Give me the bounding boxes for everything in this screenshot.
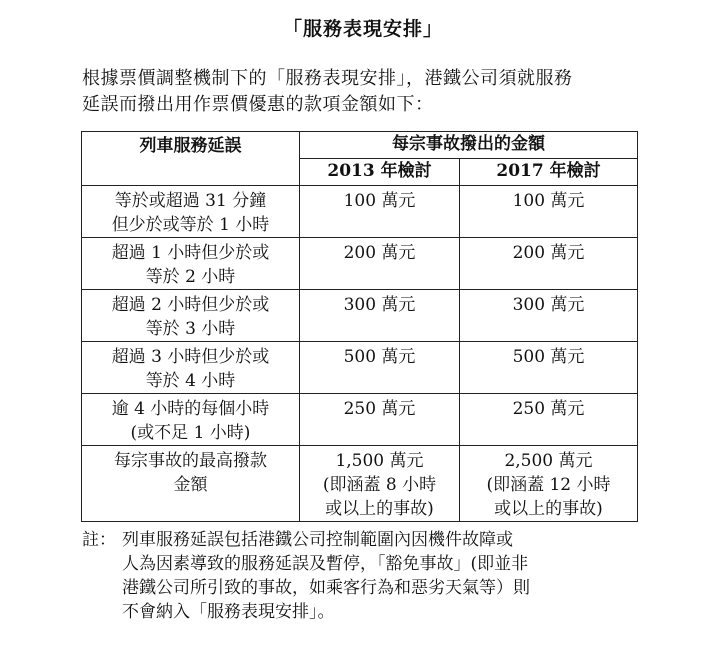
table-row <box>82 446 638 522</box>
delay-cell <box>82 394 300 446</box>
cell-line: 或以上的事故) <box>325 499 434 519</box>
table-row <box>82 394 638 446</box>
cell-line: 100 萬元 <box>343 191 416 211</box>
amount-2017-cell <box>460 290 638 342</box>
cell-line: 金額 <box>173 475 208 495</box>
cell-line: (或不足 1 小時) <box>130 423 251 443</box>
table-row <box>82 342 638 394</box>
review-2017-header: 2017 年檢討 <box>460 159 638 186</box>
amount-2013-cell <box>300 186 460 238</box>
footnote-label: 註： <box>82 530 116 550</box>
amount-2017-cell <box>460 394 638 446</box>
cell-line: 每宗事故的最高撥款 <box>114 451 267 471</box>
table-row <box>82 238 638 290</box>
cell-line: 250 萬元 <box>343 399 416 419</box>
amount-group-header: 每宗事故撥出的金額 <box>300 132 638 159</box>
amount-2017-cell <box>460 342 638 394</box>
compensation-table <box>81 131 638 522</box>
cell-line: 300 萬元 <box>512 295 585 315</box>
cell-line: 等於 2 小時 <box>145 267 236 287</box>
intro-paragraph <box>82 66 642 118</box>
delay-column-header: 列車服務延誤 <box>82 132 300 186</box>
amount-2017-cell <box>460 186 638 238</box>
delay-cell <box>82 446 300 522</box>
amount-2013-cell <box>300 290 460 342</box>
cell-line: (即涵蓋 12 小時 <box>486 475 611 495</box>
cell-line: 或以上的事故) <box>494 499 603 519</box>
cell-line: 等於 4 小時 <box>145 371 236 391</box>
cell-line: 2,500 萬元 <box>504 451 593 471</box>
cell-line: 250 萬元 <box>512 399 585 419</box>
table-row <box>82 186 638 238</box>
amount-2013-cell <box>300 446 460 522</box>
footnote-text <box>122 528 530 624</box>
cell-line: 但少於或等於 1 小時 <box>111 215 270 235</box>
cell-line: 300 萬元 <box>343 295 416 315</box>
delay-cell <box>82 290 300 342</box>
amount-2013-cell <box>300 342 460 394</box>
cell-line: 超過 2 小時但少於或 <box>111 295 270 315</box>
intro-line: 根據票價調整機制下的「服務表現安排」，港鐵公司須就服務 <box>82 68 573 89</box>
cell-line: 等於或超過 31 分鐘 <box>114 191 267 211</box>
table-body <box>82 186 638 522</box>
cell-line: 逾 4 小時的每個小時 <box>111 399 270 419</box>
amount-2017-cell <box>460 238 638 290</box>
cell-line: 200 萬元 <box>512 243 585 263</box>
footnote-line: 不會納入「服務表現安排」。 <box>122 602 335 622</box>
cell-line: (即涵蓋 8 小時 <box>322 475 437 495</box>
review-2013-header: 2013 年檢討 <box>300 159 460 186</box>
footnote-line: 人為因素導致的服務延誤及暫停，「豁免事故」(即並非 <box>122 554 529 574</box>
cell-line: 100 萬元 <box>512 191 585 211</box>
footnote-line: 列車服務延誤包括港鐵公司控制範圍內因機件故障或 <box>122 530 513 550</box>
cell-line: 等於 3 小時 <box>145 319 236 339</box>
amount-2013-cell <box>300 394 460 446</box>
intro-line: 延誤而撥出用作票價優惠的款項金額如下： <box>82 94 434 115</box>
footnote-line: 港鐵公司所引致的事故，如乘客行為和惡劣天氣等）則 <box>122 578 530 598</box>
delay-cell <box>82 238 300 290</box>
cell-line: 200 萬元 <box>343 243 416 263</box>
cell-line: 500 萬元 <box>512 347 585 367</box>
delay-cell <box>82 186 300 238</box>
delay-cell <box>82 342 300 394</box>
page-title: 「服務表現安排」 <box>282 18 443 40</box>
amount-2013-cell <box>300 238 460 290</box>
cell-line: 1,500 萬元 <box>335 451 424 471</box>
table-row <box>82 290 638 342</box>
amount-2017-cell <box>460 446 638 522</box>
cell-line: 500 萬元 <box>343 347 416 367</box>
cell-line: 超過 3 小時但少於或 <box>111 347 270 367</box>
cell-line: 超過 1 小時但少於或 <box>111 243 270 263</box>
